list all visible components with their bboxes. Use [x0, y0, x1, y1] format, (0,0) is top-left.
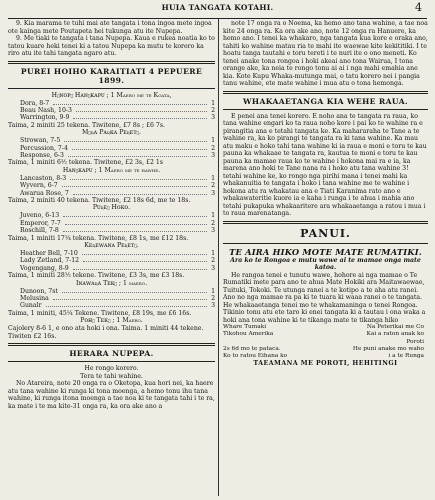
placing: 3: [211, 302, 215, 310]
placing: 1: [211, 287, 215, 295]
race-time-dividend: Taima, 1 miniti, 45¼ Tekene. Tiwitene, £8 19s, me £6 16s.: [8, 309, 192, 317]
herara-headline: HERARA NUPEPA.: [69, 349, 154, 359]
horse-name: Dunoon, 7st: [20, 287, 58, 295]
placing: 2: [211, 295, 215, 303]
horse-name: Roschill, 7-8: [20, 227, 59, 235]
intro-paragraph-2: 9. Me tiaki te tangata i tana Nupepa. Kaua e rukea noatia ko to tatou kuare heki tenei ki a tatou Nupepa ka mutu te korero ka riro atu ite tahi tangata ngaro atu.: [8, 35, 215, 57]
race-entry: [8, 250, 215, 257]
placing: 3: [211, 227, 215, 235]
leader-dots: [73, 265, 207, 270]
whakaaetanga-headline: WHAKAAETANGA KIA WEHE RAUA.: [242, 96, 409, 106]
leader-dots: [72, 145, 207, 150]
race-title: Mɪʀᴀ Pᴀʀᴋᴀ Pᴇʀᴇᴛɪ.: [81, 129, 142, 137]
headline-rule: [8, 88, 215, 89]
horse-name: Juveno, 6-13: [20, 212, 60, 220]
race-title: Hᴀɴɪᴋᴀᴘᴜ ; 1 Maero me te hawhe.: [62, 166, 161, 174]
race-entry: [8, 265, 215, 272]
horse-name: Beau Nash, 10-3: [20, 106, 72, 114]
placing: 1: [211, 250, 215, 257]
leader-dots: [63, 212, 207, 217]
leader-dots: [68, 152, 207, 157]
placing: 1: [211, 212, 215, 220]
horse-name: Strowan, 7-5: [20, 137, 61, 145]
race-results: [8, 92, 215, 341]
address-line-right: Na Peterikai me Co: [366, 324, 424, 331]
horse-name: Warrington, 9-9: [20, 114, 70, 122]
rumatiki-headline: TE AIRA HIKO MOTE MATE RUMATIKI.: [229, 246, 422, 257]
address-line-left: 2s 6d mo te pataca.: [223, 345, 281, 352]
race-entry: [8, 175, 215, 182]
placing: 2: [211, 144, 215, 152]
leader-dots: [62, 182, 207, 187]
column-divider: [218, 18, 219, 496]
leader-dots: [65, 220, 207, 225]
placing: 2: [211, 182, 215, 190]
horse-name: Lancaston, 8-3: [20, 174, 67, 182]
race-entry: [8, 227, 215, 234]
placing: 1: [211, 137, 215, 145]
leader-dots: [73, 190, 207, 195]
intro-paragraph-1: 9. Kia marama te tuhi mai ate tangata i tona ingoa mete ingoa ote kainga mete Poutapeta hei tukunga atu ite Nupepa.: [8, 20, 212, 35]
address-line-right: Kai a raton anak ko: [366, 331, 424, 338]
section-rule: [8, 61, 215, 64]
placing: 3: [211, 189, 215, 197]
section-rule: [223, 91, 428, 94]
horse-name: Heather Bell, 7-10: [20, 250, 78, 257]
leader-dots: [76, 107, 207, 112]
race-entry: [8, 182, 215, 189]
horse-name: Dora, 8-7: [20, 99, 50, 107]
leader-dots: [62, 288, 207, 293]
continued-article: note 17 onga ra o Noema, ka hemo ano tana wahine, a tae noa kite 24 onga ra. Ka ora ake ano, note 12 onga ra Hanuere, ka hemo ano. I tenei ka whakaro, nga tangata kua kore e oraka ano, tahiti ko wahine matau ria te mahi ite waewae kite kekititiki. I te hoatu tanga tautahi e toru tereti i te nuri ite o ono meneti. Ko tenei anake tona rongoa i hoki akeai ano tona Wairua, I tona orange ake, ka neia te rongo tonu ai ai i nga mahi emahia ane kia. Kote Kupu Whaka-mutunga mai, o tatu korero nei i pangia tanu wahine, ete mate wahine i mua atu o tona hemonga.: [223, 20, 428, 87]
panui-heading: PANUI.: [300, 226, 351, 240]
poem-line: He rongo korero.: [84, 365, 139, 373]
placing: 3: [211, 264, 215, 272]
race-entry: [8, 137, 215, 144]
page-number: 4: [415, 1, 422, 14]
left-column: [8, 20, 215, 498]
race-time-dividend: Taima, 1 miniti 17¼ tekena. Tiwitene, £8 1s, me £12 18s.: [8, 234, 189, 242]
address-line-right: Poroti: [406, 338, 424, 345]
horse-name: Gunalr: [20, 302, 42, 310]
leader-dots: [83, 257, 207, 262]
rumatiki-subheading: Ara ko te Rongoa e mutu wawe ai te mamae onga mate katoa.: [230, 256, 421, 272]
headline-rule: [223, 109, 428, 110]
headline-rule: [223, 243, 428, 244]
race-title: Hɪɴᴏᴘɪ Hᴀɴɪᴋᴀᴘᴜ ; 1 Maero me te Koata,: [51, 91, 172, 99]
race-entry: [8, 107, 215, 114]
race-entry: [8, 190, 215, 197]
advert-footer: TAEAMANA ME POROTI, HEHITINGI: [253, 360, 398, 368]
placing: 1: [211, 174, 215, 182]
leader-dots: [53, 295, 207, 300]
address-line-left: Whare Tumaki: [223, 324, 267, 331]
race-entry: [8, 220, 215, 227]
race-entry: [8, 295, 215, 302]
placing: 1: [211, 99, 215, 107]
horse-name: Melusina: [20, 295, 49, 303]
placing: 3: [211, 114, 215, 122]
advert-addresses: [223, 324, 428, 360]
race-entry: [8, 100, 215, 107]
horse-name: Lady Zetland, 7-12: [20, 257, 80, 265]
race-time-dividend: Taima, 1 miniti 28½ tekene. Tiwitene, £3 3s, me £3 18s.: [8, 272, 185, 280]
address-line-right: He puni anake mo waho: [352, 345, 424, 352]
right-column: [223, 20, 428, 498]
newspaper-title: HUIA TANGATA KOTAHI.: [161, 3, 274, 12]
race-time-dividend: Taima, 1 miniti 6½ tekena. Tiwitene, £2 3s, £2 1s: [8, 159, 163, 167]
horse-name: Vogengang, 8-9: [20, 264, 69, 272]
race-title: Iɴᴀᴡᴀʀᴀ Tᴇᴋɪ ; 1 maero.: [75, 279, 148, 287]
race-entry: [8, 257, 215, 264]
race-title: Kᴇʀᴇᴡᴀɴᴀ Pᴇʀᴇᴛɪ.: [84, 242, 139, 249]
horse-name: Wyvern, 6-7: [20, 182, 58, 190]
leader-dots: [64, 137, 207, 142]
race-entry: [8, 288, 215, 295]
horse-name: Emperor, 7-7: [20, 219, 61, 227]
placing: 2: [211, 106, 215, 114]
race-time-dividend: Taima, 2 miniti 40 tekena. Tiwitene, £2 18s 6d, me te 18s.: [8, 196, 191, 204]
race-time-dividend: Cajolery 8-6 1, e ono ata hoki i ona. Taima. 1 miniti 44 tekene. Tiwiten £2 16s.: [8, 325, 204, 340]
race-entry: [8, 152, 215, 159]
poem-line: Tera te tahi wahine.: [80, 372, 143, 380]
whakaaetanga-body: E penei ana tenei korero. E noho ana te tangata ra raua, ko tana wahine engari ko ta raua noho kore i pai ko te wahine ra e pirangitia ana e tetahi tangata ke. Ka mahararaha te Tane a te wahine ra, ka ko pirangi te tangata ra ki tana wahine. Ka mau atu maku e hoko tahi tana wahine ki ia raua e moni e toru te kau pauna ka whakaae te tangata ra, kautua te moni e toru te kau pauna ka mamae raua ko te wahine i hokona mai ra e ia, ka marena ano hoki te Tane nana ra i hoko atu tana wahine 3! tetahi wahine ke, ko rongo nga pirihi mana i tenei mahi ka whakanuitia te tangata i hoko i tana wahine me te wahine i hokona atu ra whakatau ana e Tiati Karanima rato ano e whakawateritie kuore ia e kaha i runga i te ahua i mahia ano tetahi pukapuka whakaaritere ara whakaaetanga a ratou i mua i to raua marenatanga.: [223, 112, 427, 217]
page-header: [0, 0, 435, 17]
horse-name: Percussion, 7-4: [20, 144, 68, 152]
leader-dots: [82, 250, 207, 255]
race-time-dividend: Taima, 2 miniti 25 tekena. Tiwitene, £7 8s ; £6 7s.: [8, 121, 165, 129]
leader-dots: [46, 302, 208, 307]
address-line-right: i a te Runga: [388, 353, 424, 359]
race-title: Pᴏʜɪ Tᴇᴋɪ ; 1 Maero.: [80, 317, 143, 325]
section-rule: [8, 343, 215, 346]
rumatiki-body: He rangoa tenei e tunutu wawe, hohore ai nga mamae o Te Rumatiki mete para ano te ahua Mate Hokiki ara Maitawaewae, Tuituki, Tokoki. Te utunga ranei a te kotipo a te aha atu ranei. Ano no nga mamae ra pa ki te tuara ki waaa ranei o te tangata. He whakaaetanga tenei mo te whakamaninga o tenei Rongoa. Tikinio tonu atu ete taro ki enei tangata ki a tautau i ona waka a hoki ana tona wahine ki te tikanga mate te tikanga hiko: [223, 271, 426, 324]
horse-name: Awarua Rose, 7: [20, 189, 69, 197]
headline-rule: [8, 361, 215, 362]
placing: 2: [211, 219, 215, 227]
race-title: Pᴜʀᴇɪ Hᴏᴋᴏ.: [92, 204, 131, 212]
horse-name: Response, 6-3: [20, 151, 64, 159]
address-line-left: [223, 339, 326, 346]
race-entry: [8, 212, 215, 219]
race-entry: [8, 145, 215, 152]
race-entry: [8, 302, 215, 309]
address-line-left: Ko to ratou Eihana ko: [223, 353, 288, 359]
leader-dots: [70, 175, 207, 180]
racing-headline: PUREI HOIHO KARAITIATI 4 PEPUERE 1899.: [20, 66, 203, 85]
address-line-left: Tikohou Amerika: [223, 331, 274, 338]
section-rule: [223, 221, 428, 224]
leader-dots: [53, 100, 207, 105]
leader-dots: [63, 227, 207, 232]
placing: 3: [211, 151, 215, 159]
herara-body: No Atareira, note 20 onga ra o Oketopa, kua hori nei, ka haere atu tana wahine ki runga ki tona moenga, a hemo tonu ihu tana wahine, ki runga itona moenga a tae noa ki te tangata tahi i te ra, ka mate i te ma kite-31 onga ra, ka ora ake ano a: [8, 380, 215, 410]
leader-dots: [73, 114, 207, 119]
placing: 2: [211, 257, 215, 265]
race-entry: [8, 114, 215, 121]
